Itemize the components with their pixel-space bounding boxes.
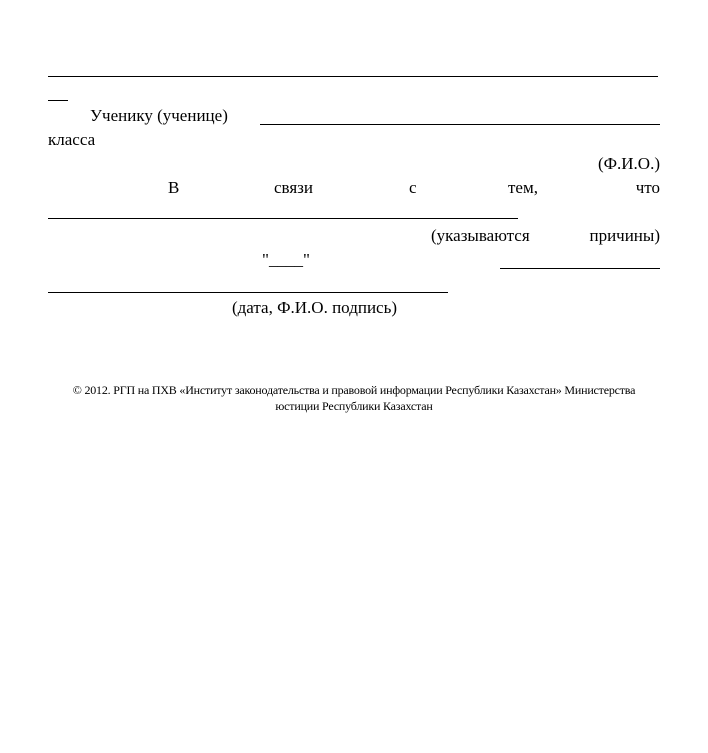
fio-caption: (Ф.И.О.) [597,154,660,173]
student-name-line [260,124,660,125]
date-line [500,268,660,269]
reason-caption-1: (указываются [431,226,530,245]
reason-word-4: тем, [508,178,538,197]
student-label: Ученику (ученице) [90,106,228,125]
top-rule [48,76,658,77]
reason-line [48,218,518,219]
footer-line-2: юстиции Республики Казахстан [275,399,433,413]
reason-word-3: с [409,178,417,197]
reason-word-5: что [635,178,660,197]
date-quote: "____" [262,250,310,269]
short-rule [48,100,68,101]
footer-line-1: © 2012. РГП на ПХВ «Институт законодательства и правовой информации Республики Казахстан» Министерства [72,383,636,397]
reason-caption-2: причины) [589,226,660,245]
reason-word-1: В [168,178,180,197]
reason-word-2: связи [274,178,313,197]
copyright-footer [48,382,660,414]
signature-line [48,292,448,293]
class-label: класса [48,130,96,149]
signature-caption: (дата, Ф.И.О. подпись) [232,298,397,317]
